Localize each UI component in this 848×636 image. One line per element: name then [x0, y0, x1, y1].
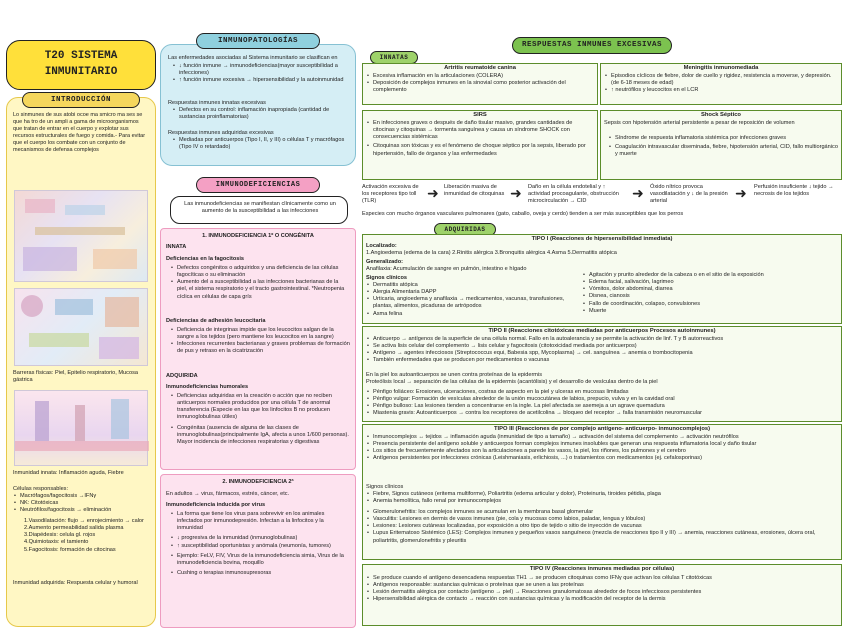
tipo1-item: • Agitación y prurito alrededor de la cabeza o en el sitio de la exposición: [582, 272, 838, 279]
shock-heading: Shock Séptico: [701, 112, 741, 118]
shock-item: • Coagulación intravascular diseminada, fiebre, hipotensión arterial, CID, fallo multiorgánico y muerte: [608, 144, 838, 158]
tipo3-signos-list: [366, 491, 838, 505]
meningitis-heading: Meningitis inmunomediada: [683, 65, 759, 71]
patol-item: • Mediadas por anticuerpos (Tipo I, II, y III) o células T y macrófagos (Tipo IV o retardado): [172, 137, 352, 151]
tipo2-pem-item: • Pénfigo vulgar: Formación de vesículas alrededor de la unión mucocutánea de labios, prepucio, vulva y en la cavidad oral: [366, 396, 838, 403]
tipo2-list: [366, 336, 838, 365]
humorales-list: [170, 393, 350, 446]
meningitis-item: • Episodios cíclicos de fiebre, dolor de cuello y rigidez, resistencia a moverse, y depresión. (de 6-18 meses de edad): [604, 73, 838, 87]
tipo2-note2: Proteólisis local → separación de las células de la epidermis (acantólisis) y el desarrollo de vesículas dentro de la piel: [366, 379, 658, 385]
step-item: 4.Quimiotaxis: el tamiento: [24, 539, 89, 546]
humorales-heading: Inmunodeficiencias humorales: [166, 384, 249, 390]
tipo1-item: • Urticaria, angioedema y anafilaxia → medicamentos, vacunas, transfusiones, plantas, alimentos, picaduras de artrópodos: [366, 296, 576, 310]
cells-item: • NK: Citotóxicas: [13, 500, 147, 507]
tipo1-right-list: [582, 272, 838, 315]
tipo2-pem-item: • Miastenia gravis: Autoanticuerpos → contra los receptores de acetilcolina → bloqueo del receptor → falla transmisión neuromuscular: [366, 410, 838, 417]
adquirida-label: ADQUIRIDA: [166, 373, 198, 379]
tipo3-item: • Antígenos persistentes por infecciones crónicas (Leishmaniasis, erlichiosis, ...) o tratamientos con medicamentos (ej. cefalosporinas): [366, 455, 838, 462]
patol-list1: [172, 63, 352, 84]
fagocitos-item: • Aumento del a susceptibilidad a las infecciones bacterianas de la piel, el sistema respiratorio y el tracto gastrointestinal. *Neutropenia cíclica en células de capa grís: [170, 279, 350, 300]
tipo2-note1: En la piel los autoanticuerpos se unen contra proteínas de la epidermis: [366, 372, 543, 378]
patol-text1: Las enfermedades asociadas al Sistema inmunitario se clasifican en: [168, 55, 338, 61]
tipo3-disease-item: • Glomerulonefritis: los complejos inmunes se acumulan en la membrana basal glomerular: [366, 509, 838, 516]
meningitis-item: • ↑ neutrófilos y leucocitos en el LCR: [604, 87, 838, 94]
flow-step: Activación excesiva de los receptores tipo toll (TLR): [362, 184, 419, 205]
tipo4-item: • Lesión dermatitis alérgica por contacto (antígeno → piel) → Reacciones granulomatosas alrededor de focos infecciosos persistentes: [366, 589, 838, 596]
tipo4-item: • Hipersensibilidad alérgica de contacto → reacción con sustancias químicas y la modificación del receptor de la dermis: [366, 596, 838, 603]
tipo3-heading: TIPO III (Reacciones de por complejo antígeno- anticuerpo- inmunocomplejos): [493, 426, 711, 432]
arrow-right-icon: ➜: [427, 185, 439, 201]
humorales-item: • Deficiencias adquiridas en la creación o acción que no reciben anticuerpos normales producidos por una célula T de anormal transferencia (Especie en las que los linfocitos B no producen inmunoglobulinas útiles): [170, 393, 350, 422]
artritis-list: [366, 73, 594, 94]
vih-list: [170, 511, 350, 577]
tipo2-item: • Anticuerpo → antígenos de la superficie de una célula normal. Fallo en la autoalerancia y se permite la activación de linf. T y B autorreactivos: [366, 336, 838, 343]
tipo1-item: • Disnea, cianosis: [582, 293, 838, 300]
tipo1-item: • Fallo de coordinación, colapso, convulsiones: [582, 301, 838, 308]
tipo3-disease-item: • Lesiones: Lesiones cutáneas localizadas, por exposición a otro tipo de tejido o sitio de inyección de vacunas: [366, 523, 838, 530]
tipo3-disease-item: • Lupus Eritematoso Sistémico (LES): Complejos inmunes y pequeños vasos sanguíneos (mezcla de reacciones tipo II y III) → anemia, reacciones cutáneas, erosiones, úlcera oral, poliartritis, glomerulonefritis y pleuritis: [366, 530, 838, 544]
diagram-image: [14, 190, 148, 282]
inflammation-image: [14, 390, 148, 466]
fagocitos-heading: Deficiencias en la fagocitosis: [166, 256, 245, 262]
tipo1-signos-label: Signos clínicos: [366, 275, 408, 281]
tipo3-disease-item: • Vasculitis: Lesiones en dermis de vasos inmunes (pie, cola y mucosas como labios, paladar, lengua y lóbulos): [366, 516, 838, 523]
fagocitos-list: [170, 265, 350, 301]
tipo4-item: • Se produce cuando el antígeno desencadena respuestas TH1 → se producen citoquinas como IFNγ que activan los células T citotóxicas: [366, 575, 838, 582]
cells-item: • Neutrófilos/fagocitosis → eliminación: [13, 507, 147, 514]
step-item: 3.Diapédesis: celula gl. rojos: [24, 532, 96, 539]
barrier-text: Barreras físicas: Piel, Epitelio respiratorio, Mucosa gástrica: [13, 370, 138, 384]
meningitis-list: [604, 73, 838, 94]
intro-heading: INTRODUCCIÓN: [22, 92, 140, 108]
tipo4-item: • Antígenos responsable: sustancias químicas o proteínas que se unen a las proteínas: [366, 582, 838, 589]
sirs-heading: SIRS: [473, 112, 487, 118]
tipo1-heading: TIPO I (Reacciones de hipersensibilidad inmediata): [531, 236, 673, 242]
sirs-list: [366, 120, 594, 158]
tipo3-item: • Presencia persistente del antígeno soluble y anticuerpos forman complejos inmunes insolubles que generan una respuesta inflamatoria local y daño tisular: [366, 441, 838, 448]
fagocitos-item: • Defectos congénitos o adquiridos y una deficiencia de las células fagocíticas o su eliminación: [170, 265, 350, 279]
step-item: 5.Fagocitosis: formación de citocinas: [24, 546, 116, 553]
shock-list: [608, 135, 838, 158]
artritis-item: • Excesiva inflamación en la articulaciones (COLERA): [366, 73, 594, 80]
adquiridas-heading: ADQUIRIDAS: [434, 223, 496, 236]
arrow-right-icon: ➜: [510, 185, 522, 201]
tipo2-item: • También enfermedades que se producen por medicamentos o vacunas: [366, 357, 838, 364]
inmunodeficiencias-text: Las inmunodeficiencias se manifiestan clínicamente como un aumento de la susceptibilidad a las infecciones: [184, 201, 336, 215]
tipo1-item: • Alergia Alimentaria DAPP: [366, 289, 576, 296]
innatas-heading: INNATAS: [370, 51, 418, 64]
vih-item: • Ejemplo: FeLV, FIV, Virus de la inmunodeficiencia simia, Virus de la inmunodeficiencia bovina, moquillo: [170, 553, 350, 567]
arrow-right-icon: ➜: [735, 185, 747, 201]
patol-list2: [172, 107, 352, 121]
step-item: 1.Vasodilatación: flujo → enrojecimiento → calor: [24, 518, 144, 524]
shock-text: Sepsis con hipotensión arterial persistente a pesar de reposición de volumen: [604, 120, 795, 126]
cells-item: • Macrófagos/fagocitosis →IFNγ: [13, 493, 147, 500]
tipo2-pem-item: • Pénfigo foliáceo: Erosiones, ulceraciones, costras de aspecto en la piel y ulceras en mucosas limitadas: [366, 389, 838, 396]
tipo3-item: • Inmunocomplejos ↔ tejidos → inflamación aguda (inmunidad de tipo a tamaño) → activación del sistema del complemento → activación neutrófilos: [366, 434, 838, 441]
immune-cells-image: [14, 288, 148, 366]
step-item: 2.Aumento permeabilidad salida plasma: [24, 525, 124, 532]
adhesion-item: • Infecciones recurrentes bacterianas y graves problemas de formación de pus y retraso en la cicatrización: [170, 341, 350, 355]
patol-text3: Respuestas inmunes adquiridas excesivas: [168, 130, 274, 136]
artritis-item: • Deposición de complejos inmunes en la sinovial como posterior activación del complemento: [366, 80, 594, 94]
steps-list: [24, 518, 144, 554]
inmunopatologias-heading: INMUNOPATOLOGÍAS: [196, 33, 320, 49]
sirs-item: • En infecciones graves o después de daño tisular masivo, grandes cantidades de citocinas y citoquinas → tormenta sanguínea y causa un síndrome SHOCK con consecuencias sistémicas: [366, 120, 594, 141]
adaptive-text: Inmunidad adquirida: Respuesta celular y humoral: [13, 580, 138, 586]
flow-step: Liberación masiva de inmunidad de citoquinas: [444, 184, 505, 198]
title-panel: [6, 40, 156, 90]
adhesion-list: [170, 327, 350, 356]
congenita-heading: 1. INMUNODEFICIENCIA 1º O CONGÉNITA: [202, 233, 314, 239]
tipo1-local-label: Localizado:: [366, 243, 397, 249]
page-title-line1: T20 SISTEMA: [44, 50, 118, 62]
respuestas-heading: RESPUESTAS INMUNES EXCESIVAS: [512, 37, 672, 54]
tipo3-signos-label: Signos clínicos: [366, 484, 404, 490]
tipo3-item: • Los sitios de frecuentemente afectados son la articulaciones a parede los vasos, la piel, los riñones, los pulmones y el cerebro: [366, 448, 838, 455]
tipo1-gen-label: Generalizado:: [366, 259, 403, 265]
tipo2-item: • Se activa lisis celular del complemento → lisis celular y fagocitosis (citotoxicidad mediada por anticuerpos): [366, 343, 838, 350]
adhesion-item: • Deficiencia de integrinas impide que los leucocitos salgan de la sangre a los tejidos (pero mantiene los leucocitos en la sangre): [170, 327, 350, 341]
tipo2-pem-item: • Pénfigo bulloso: Las lesiones tienden a concentrarse en la ingle. La piel afectada se asemeja a un agrave quemadura: [366, 403, 838, 410]
inmunodeficiencias-heading: INMUNODEFICIENCIAS: [196, 177, 320, 193]
tipo2-item: • Antígeno → agentes infecciosos (Streptococcus equi, Babesia spp, Mycoplasma) → cel. sanguínea → anemia o trombocitopenia: [366, 350, 838, 357]
flow-note: Especies con mucho órganos vasculares pulmonares (gato, caballo, oveja y cerdo) tienden a ser más susceptibles que los perros: [362, 211, 684, 217]
tipo1-item: • Asma felina: [366, 311, 576, 318]
tipo3-signos-item: • Fiebre, Signos cutáneos (eritema multiforme), Poliartritis (edema articular y dolor), Proteinuria, tiroides pétidia, plaga: [366, 491, 838, 498]
sirs-item: • Citoquinas son tóxicas y es el fenómeno de choque séptico por la sepsis, liberado por hipertensión, fallo de órganos y las enfermedades: [366, 143, 594, 157]
intro-text: Lo sinmunes de sus atobi ocoe ma smicro ma ses se que ha tro de un ampli a gama de microorganismos que tratan de entrar en el cuerpo y explotar sus recursos estructurales de fuego y comida.- Para evitar que el cuerpo los combate con un conjunto de mecanismos de defensa complejos: [13, 112, 146, 154]
vih-item: • La forma que tiene los virus para sobrevivir en los animales infectados por inmunodepresión. Infectan a la linfocitos y la inmunidad: [170, 511, 350, 532]
vih-item: • ↑ susceptibilidad oportunistas y anómala (neumonía, tumores): [170, 543, 350, 550]
patol-item: • ↑ función inmune excesiva → hipersensibilidad y la autoinmunidad: [172, 77, 352, 84]
adhesion-heading: Deficiencias de adhesión leucocitaria: [166, 318, 266, 324]
tipo1-item: • Dermatitis atópica: [366, 282, 576, 289]
tipo1-item: • Edema facial, salivación, lagrimeo: [582, 279, 838, 286]
vih-item: • Cushing o terapias inmunosupresoras: [170, 570, 350, 577]
tipo1-item: • Muerte: [582, 308, 838, 315]
cells-list: [13, 493, 147, 514]
tipo4-list: [366, 575, 838, 604]
patol-text2: Respuestas inmunes innatas excesivas: [168, 100, 266, 106]
patol-item: • ↓ función inmune → inmunodeficiencias(mayor susceptibilidad a infecciones): [172, 63, 352, 77]
page-title-line2: INMUNITARIO: [44, 66, 118, 78]
tipo1-item: • Vómitos, dolor abdominal, diarrea: [582, 286, 838, 293]
patol-list3: [172, 137, 352, 151]
innata-label: INNATA: [166, 244, 187, 250]
tipo4-heading: TIPO IV (Reacciones inmunes mediadas por células): [529, 566, 675, 572]
tipo3-signos-item: • Anemia hemolítica, fallo renal por inmunocomplejos: [366, 498, 838, 505]
flow-step: Óxido nítrico provoca vasodilatación y ↓ de la presión arterial: [650, 184, 728, 205]
tipo1-left-list: [366, 282, 576, 318]
vih-heading: Inmunodeficiencia inducida por virus: [166, 502, 266, 508]
patol-item: • Defectos en su control: inflamación inapropiada (cantidad de sustancias proinflamatorias): [172, 107, 352, 121]
shock-item: • Síndrome de respuesta inflamatoria sistémica por infecciones graves: [608, 135, 838, 142]
flow-step: Perfusión insuficiente ↓ tejido → necrosis de los tejidos: [754, 184, 834, 198]
arrow-right-icon: ➜: [632, 185, 644, 201]
tipo1-local-items: 1.Angioedema (edema de la cara) 2.Rinitis alérgica 3.Bronquitis alérgica 4.Asma 5.Dermatitis atópica: [366, 250, 617, 256]
flow-step: Daño en la célula endotelial y ↑ actividad procoagulante, obstrucción microcirculación → CID: [528, 184, 619, 205]
secundaria-heading: 2. INMUNODEFICIENCIA 2ª: [222, 479, 294, 485]
tipo3-disease-list: [366, 509, 838, 545]
secundaria-text: En adultos → virus, fármacos, estrés, cáncer, etc.: [166, 491, 290, 497]
tipo2-pem-list: [366, 389, 838, 418]
tipo1-gen-text: Anafilaxia: Acumulación de sangre en pulmón, intestino e hígado: [366, 266, 527, 272]
tipo2-heading: TIPO II (Reacciones citotóxicas mediadas por anticuerpos Procesos autoinmunes): [488, 328, 716, 334]
artritis-heading: Artritis reumatoide canina: [444, 65, 516, 71]
innate-text: Inmunidad innata: Inflamación aguda, Fiebre: [13, 470, 124, 476]
humorales-item: • Congénitas (ausencia de alguna de las clases de inmunoglobulinas(principalmente IgA, afecta a unos 1/600 personas). Mayor incidencia de infecciones respiratorias y digestivas: [170, 425, 350, 446]
cells-heading: Células responsables:: [13, 486, 69, 492]
tipo3-list: [366, 434, 838, 463]
vih-item: • ↓ progresiva de la inmunidad (inmunoglobulinas): [170, 535, 350, 542]
